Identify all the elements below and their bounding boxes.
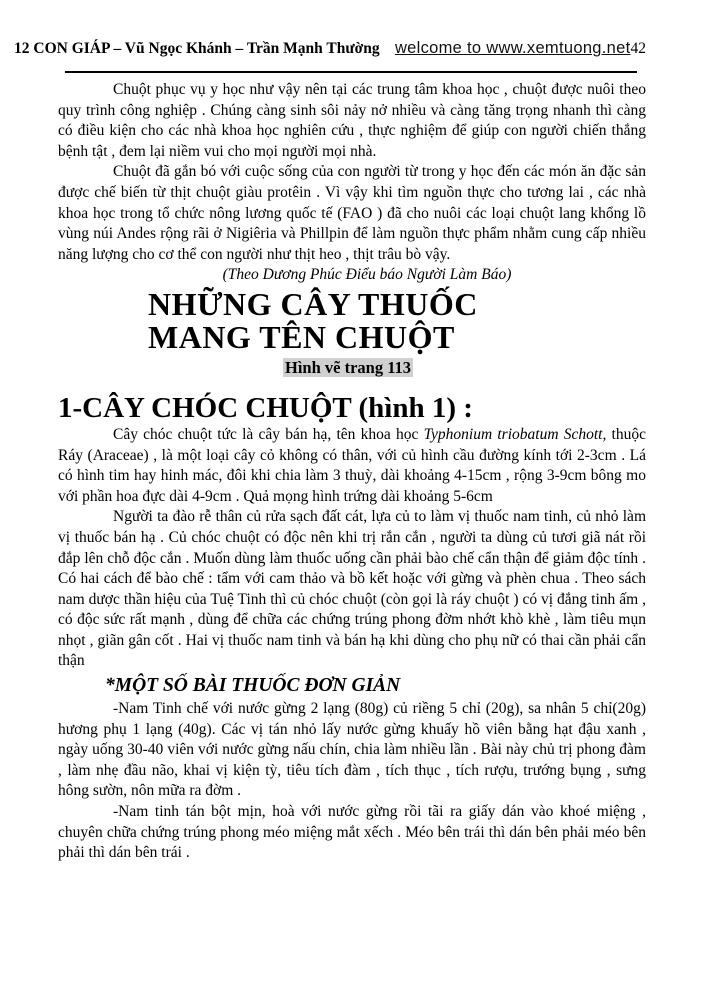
article-title <box>58 285 646 355</box>
page-number: 42 <box>630 40 646 57</box>
paragraph-remedy-1: -Nam Tinh chế với nước gừng 2 lạng (80g) củ riềng 5 chỉ (20g), sa nhân 5 chỉ(20g) hương phụ 1 lạng (40g). Các vị tán nhỏ lấy nước gừng khuấy hồ viên bằng hạt đậu xanh , ngày uống 30-40 viên với nước gừng nấu chín, chia làm nhiều lần . Bài này chủ trị phong đàm , làm nhẹ đầu não, khai vị kiện tỳ, tiêu tích đàm , tích thục , tích rượu, trướng bụng , sưng hông sườn, nôn mữa ra đờm . <box>58 700 646 800</box>
article-content <box>58 80 646 864</box>
citation-line: (Theo Dương Phúc Điểu báo Người Làm Báo) <box>222 266 512 284</box>
book-title: 12 CON GIÁP – Vũ Ngọc Khánh – Trần Mạnh Thường <box>14 40 380 57</box>
article-title-line-1: NHỮNG CÂY THUỐC <box>148 285 478 322</box>
figure-reference <box>58 357 646 379</box>
section-1-heading: 1-CÂY CHÓC CHUỘT (hình 1) : <box>58 391 473 424</box>
header-divider <box>65 71 637 73</box>
page-header <box>14 39 646 58</box>
header-right <box>395 39 646 58</box>
paragraph-preparation: Người ta đào rễ thân củ rửa sạch đất cát, lựa củ to làm vị thuốc nam tinh, củ nhỏ làm vị thuốc bán hạ . Củ chóc chuột có độc nên khi trị rắn cắn , người ta dùng củ tươi giã nát rồi đắp lên chỗ độc cắn . Muốn dùng làm thuốc uống cần phải bào chế cẩn thận để giảm độc tính . Có hai cách để bào chế : tẩm với cam thảo và bồ kết hoặc với gừng và phèn chua . Theo sách nam dược thần hiệu của Tuệ Tinh thì củ chóc chuột (còn gọi là ráy chuột ) có vị đắng tinh ấm , có độc sức rất mạnh , dùng để chữa các chứng trúng phong đờm nhớt khò khè , làm tiêu mụn nhọt , giãn gân cốt . Hai vị thuốc nam tinh và bán hạ khi dùng cho phụ nữ có thai cần phải cẩn thận <box>58 508 646 670</box>
paragraph-intro-2: Chuột đã gắn bó với cuộc sống của con người từ trong y học đến các món ăn đặc sản được chế biến từ thịt chuột giàu protêin . Vì vậy khi tìm nguồn thực cho tương lai , các nhà khoa học trong tổ chức nông lương quốc tế (FAO ) đã cho nuôi các loại chuột lang khổng lồ vùng núi Andes rộng rãi ở Nigiêria và Phillpin để làm nguồn thực phẩm nhằm cung cấp nhiều năng lượng cho cơ thể con người như thịt heo , thịt trâu bò vậy. <box>58 163 646 263</box>
plant-description-before: Cây chóc chuột tức là cây bán hạ, tên khoa học <box>113 425 424 443</box>
paragraph-remedy-2: -Nam tinh tán bột mịn, hoà với nước gừng rồi tãi ra giấy dán vào khoé miệng , chuyên chữa chứng trúng phong méo miệng mắt xếch . Méo bên trái thì dán bên phải méo bên phải thì dán bên trái . <box>58 803 646 862</box>
paragraph-intro-1: Chuột phục vụ y học như vậy nên tại các trung tâm khoa học , chuột được nuôi theo quy trình công nghiệp . Chúng càng sinh sôi nảy nở nhiều và càng tăng trọng nhanh thì càng có điều kiện cho các nhà khoa học nghiên cứu , thực nghiệm để giúp con người chiến thắng bệnh tật , đem lại niềm vui cho mọi người mọi nhà. <box>58 81 646 160</box>
species-name-italic: Typhonium triobatum Schott, <box>423 425 607 443</box>
website-link[interactable]: welcome to www.xemtuong.net <box>394 39 631 57</box>
plant-description-after: thuộc Ráy (Araceae) , là một loại cây cỏ không có thân, với củ hình cầu đường kính tới 2-3cm . Lá có hình tim hay hinh mác, đôi khi chia làm 3 thuỳ, dài khoảng 4-15cm , rộng 3-9cm bông mo với phần hoa đực dài 4-9cm . Quả mọng hình trứng dài khoảng 5-6cm <box>58 425 646 505</box>
paragraph-plant-description <box>58 425 646 507</box>
article-title-line-2: MANG TÊN CHUỘT <box>148 318 455 355</box>
figure-reference-highlight: Hình vẽ trang 113 <box>285 357 412 377</box>
remedies-heading: *MỘT SỐ BÀI THUỐC ĐƠN GIẢN <box>105 675 401 697</box>
